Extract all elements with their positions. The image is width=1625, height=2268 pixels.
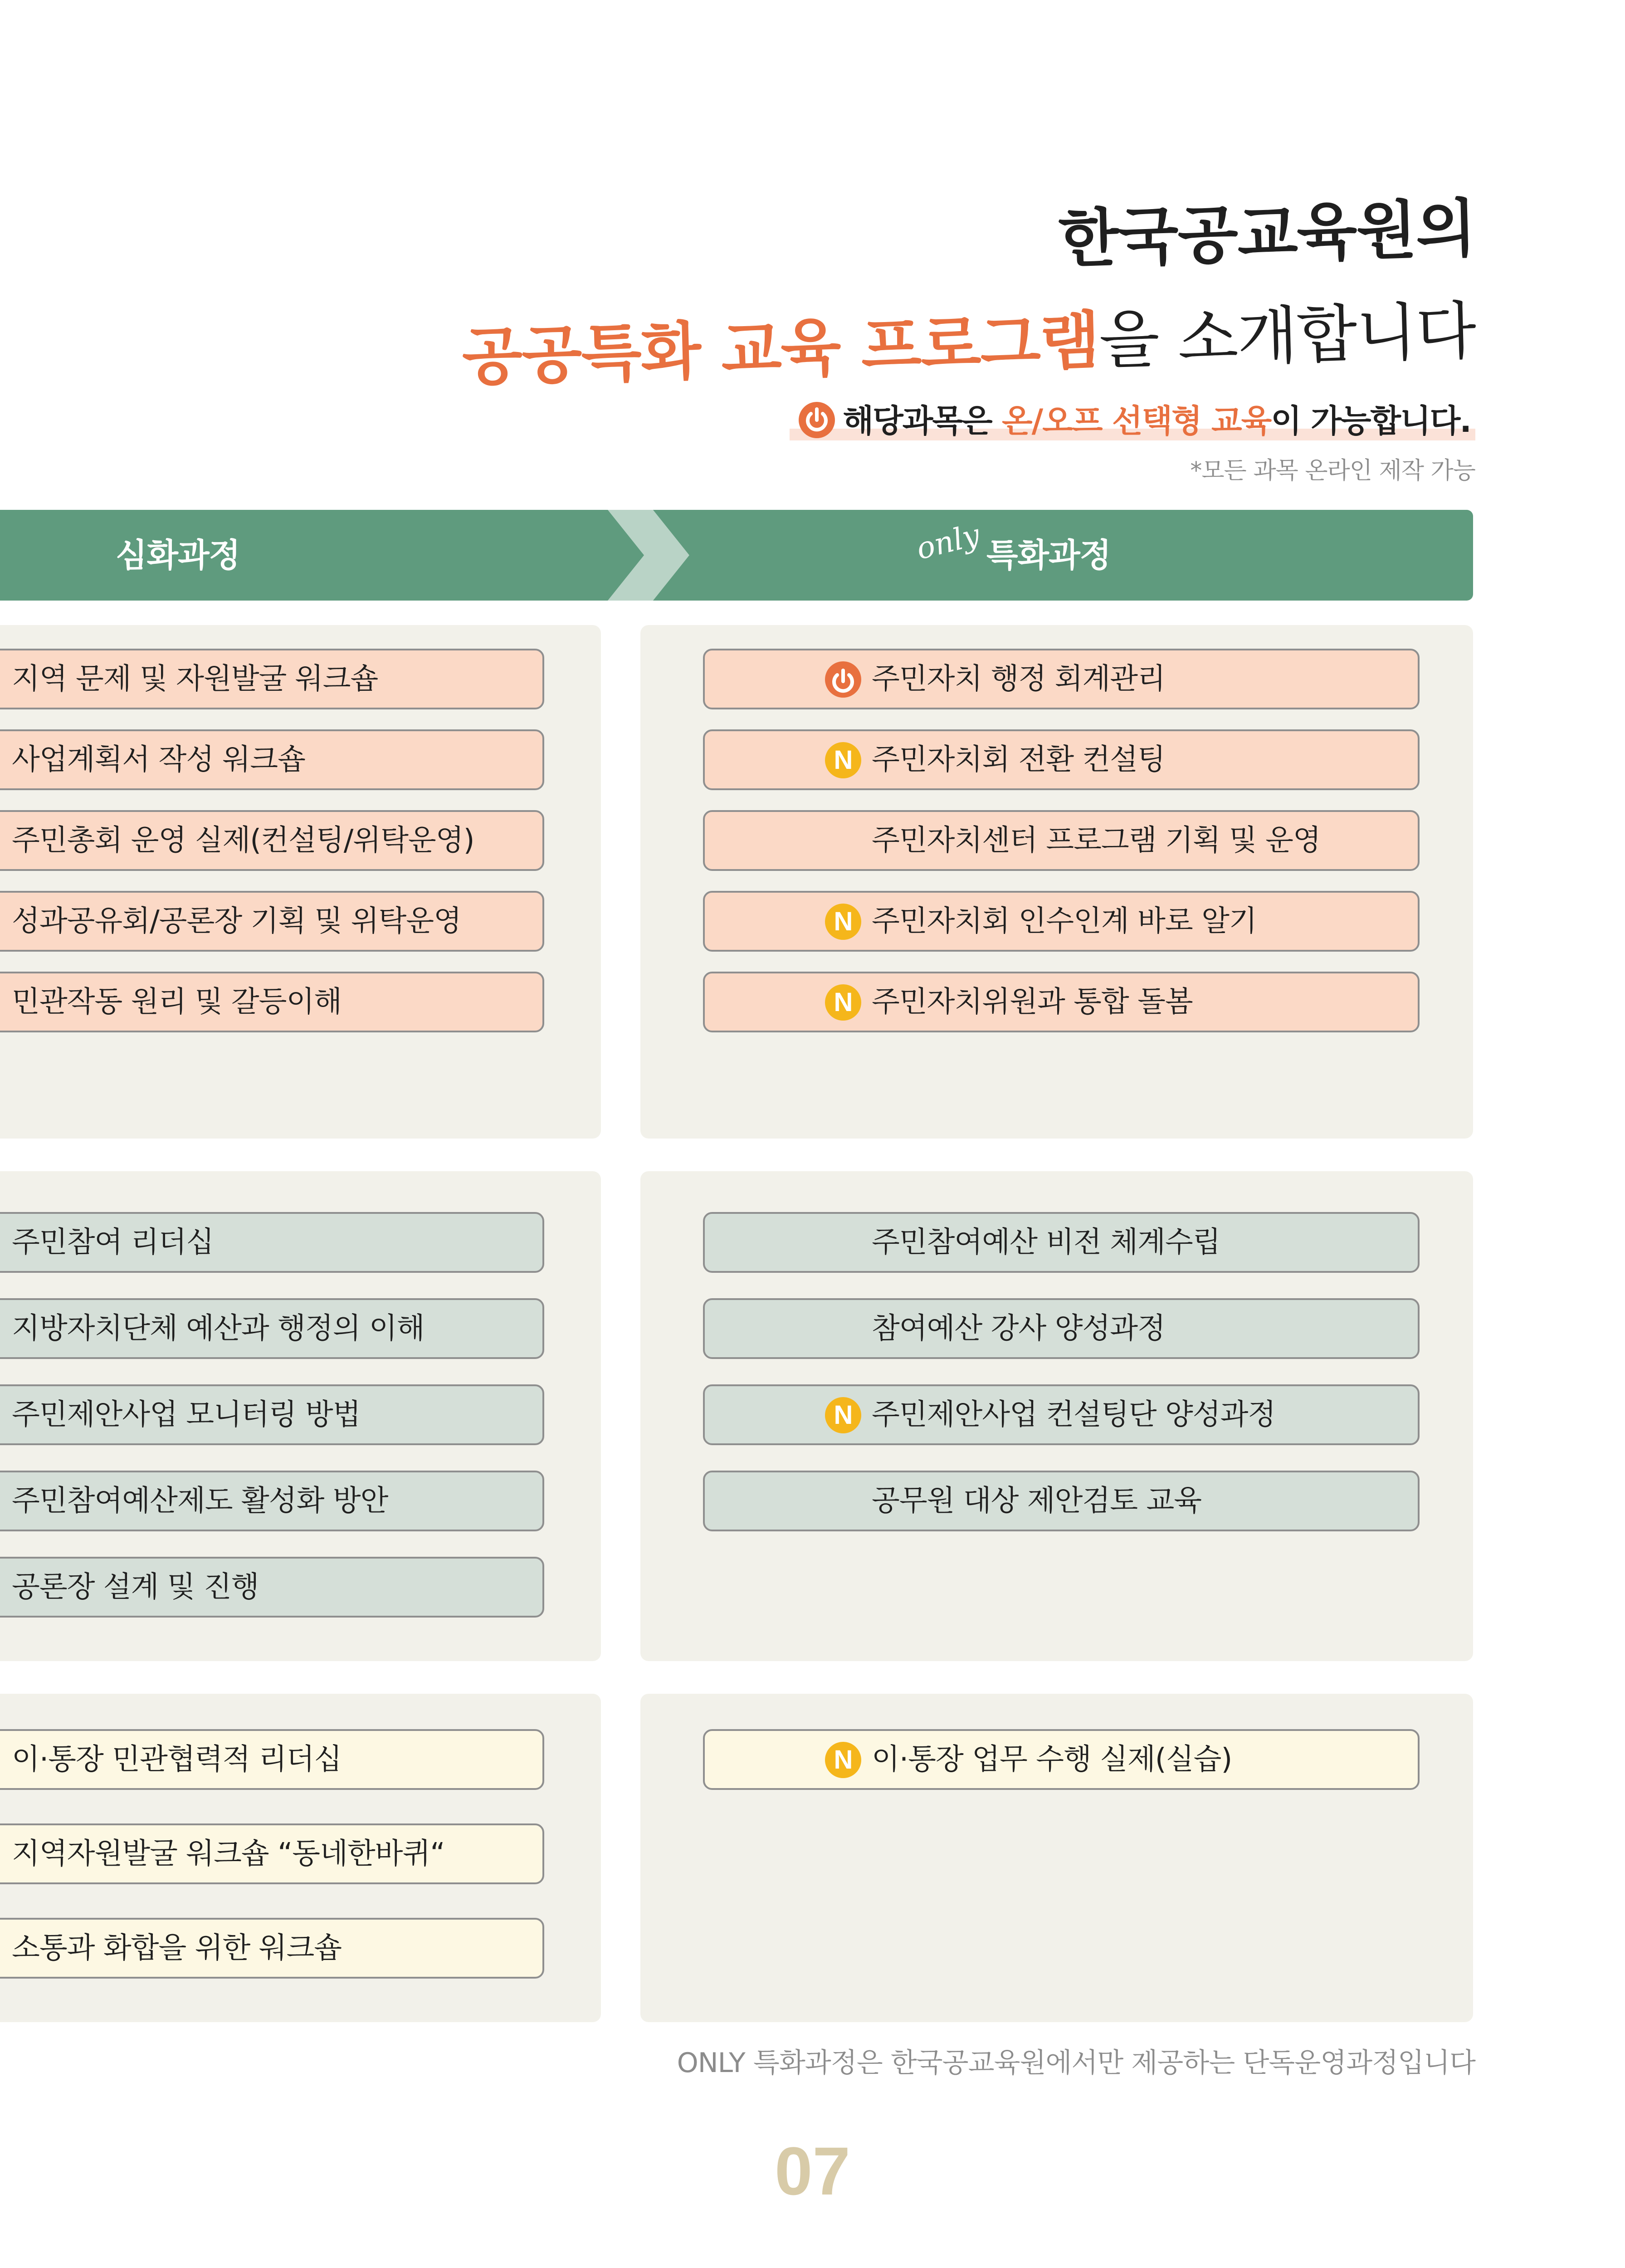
item-label: 주민참여예산 비전 체계수립 xyxy=(872,1226,1220,1259)
list-item[interactable]: 사업계획서 작성 워크숍 xyxy=(0,729,544,790)
notice-prefix: 해당과목은 xyxy=(843,402,1002,440)
item-label: 이·통장 업무 수행 실제(실습) xyxy=(872,1743,1232,1776)
new-badge-icon: N xyxy=(825,1397,861,1433)
list-item[interactable]: 지역자원발굴 워크숍 “동네한바퀴“ xyxy=(0,1823,544,1884)
title-highlight: 공공특화 교육 프로그램 xyxy=(461,303,1100,394)
power-icon xyxy=(799,402,835,438)
new-badge-icon: N xyxy=(825,1742,861,1778)
list-item[interactable] xyxy=(703,1729,1420,1790)
item-label: 주민자치센터 프로그램 기획 및 운영 xyxy=(872,824,1321,857)
list-item[interactable] xyxy=(703,1384,1420,1445)
list-item[interactable]: 주민참여예산제도 활성화 방안 xyxy=(0,1471,544,1531)
list-item[interactable]: 주민제안사업 모니터링 방법 xyxy=(0,1384,544,1445)
special-course-label: 특화과정 xyxy=(986,536,1111,574)
only-tag: only xyxy=(913,517,983,567)
new-badge-icon: N xyxy=(825,984,861,1021)
new-badge-icon: N xyxy=(825,904,861,940)
list-item[interactable]: 성과공유회/공론장 기획 및 위탁운영 xyxy=(0,891,544,952)
list-item[interactable]: 공론장 설계 및 진행 xyxy=(0,1557,544,1618)
course-category-banner xyxy=(0,510,1473,601)
page-header xyxy=(432,191,1475,485)
list-item[interactable]: 지역 문제 및 자원발굴 워크숍 xyxy=(0,649,544,709)
list-item[interactable]: 민관작동 원리 및 갈등이해 xyxy=(0,972,544,1032)
list-item[interactable] xyxy=(703,891,1420,952)
power-icon xyxy=(825,661,861,698)
notice-highlight: 온/오프 선택형 교육 xyxy=(1002,402,1271,440)
page-title-line1: 한국공교육원의 xyxy=(1058,191,1477,276)
item-label: 주민자치위원과 통합 돌봄 xyxy=(872,985,1193,1019)
title-rest: 을 소개합니다 xyxy=(1098,294,1477,377)
item-label: 주민자치회 인수인계 바로 알기 xyxy=(872,904,1257,938)
list-item[interactable]: 주민참여 리더십 xyxy=(0,1212,544,1273)
only-course-footnote: ONLY 특화과정은 한국공교육원에서만 제공하는 단독운영과정입니다 xyxy=(677,2047,1475,2079)
item-label: 주민제안사업 컨설팅단 양성과정 xyxy=(872,1398,1276,1432)
advanced-course-label: 심화과정 xyxy=(116,536,240,574)
list-item[interactable]: 주민총회 운영 실제(컨설팅/위탁운영) xyxy=(0,810,544,871)
list-item[interactable]: 지방자치단체 예산과 행정의 이해 xyxy=(0,1298,544,1359)
list-item[interactable] xyxy=(703,649,1420,709)
list-item[interactable] xyxy=(703,1212,1420,1273)
item-label: 주민자치회 전환 컨설팅 xyxy=(872,743,1165,777)
item-label: 주민자치 행정 회계관리 xyxy=(872,662,1165,696)
chevron-right-icon xyxy=(599,510,698,601)
list-item[interactable] xyxy=(703,810,1420,871)
online-offline-notice xyxy=(799,396,1475,441)
item-label: 참여예산 강사 양성과정 xyxy=(872,1312,1165,1345)
list-item[interactable] xyxy=(703,1471,1420,1531)
new-badge-icon: N xyxy=(825,742,861,778)
list-item[interactable]: 이·통장 민관협력적 리더십 xyxy=(0,1729,544,1790)
online-production-note: *모든 과목 온라인 제작 가능 xyxy=(1190,457,1475,485)
page-number: 07 xyxy=(775,2133,850,2209)
list-item[interactable] xyxy=(703,972,1420,1032)
notice-suffix: 이 가능합니다. xyxy=(1271,402,1471,440)
list-item[interactable] xyxy=(703,1298,1420,1359)
item-label: 공무원 대상 제안검토 교육 xyxy=(872,1484,1202,1518)
list-item[interactable]: 소통과 화합을 위한 워크숍 xyxy=(0,1918,544,1979)
list-item[interactable] xyxy=(703,729,1420,790)
